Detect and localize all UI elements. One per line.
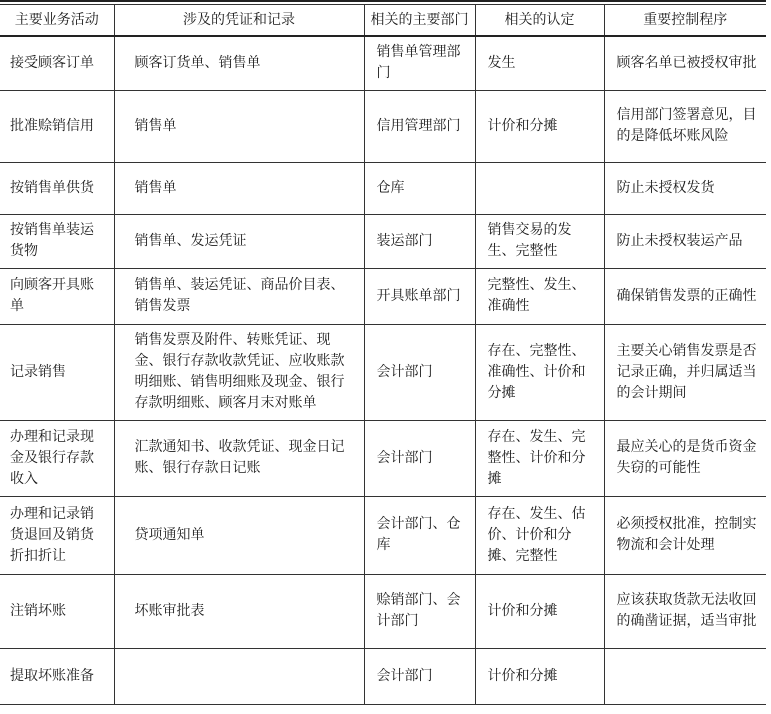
cell-documents [114,648,364,704]
cell-activity: 向顾客开具账单 [0,268,114,324]
cell-assertions: 完整性、发生、准确性 [475,268,604,324]
cell-documents: 贷项通知单 [114,496,364,574]
cell-assertions: 计价和分摊 [475,574,604,648]
top-rule [0,0,766,2]
cell-documents: 销售单 [114,162,364,214]
cell-documents: 顾客订货单、销售单 [114,36,364,90]
cell-assertions: 计价和分摊 [475,90,604,162]
table-row [0,162,766,214]
cell-assertions: 存在、完整性、准确性、计价和分摊 [475,324,604,420]
cell-departments: 信用管理部门 [364,90,475,162]
cell-departments: 会计部门、仓库 [364,496,475,574]
cell-documents: 销售单、装运凭证、商品价目表、销售发票 [114,268,364,324]
cell-departments: 开具账单部门 [364,268,475,324]
header-assertions: 相关的认定 [475,5,604,37]
cell-departments: 会计部门 [364,324,475,420]
cell-controls: 防止未授权发货 [604,162,766,214]
cell-activity: 按销售单装运货物 [0,214,114,268]
table-row [0,324,766,420]
table-row [0,648,766,704]
cell-activity: 记录销售 [0,324,114,420]
cell-activity: 按销售单供货 [0,162,114,214]
cell-activity: 接受顾客订单 [0,36,114,90]
header-departments: 相关的主要部门 [364,5,475,37]
table-row [0,496,766,574]
cell-documents: 汇款通知书、收款凭证、现金日记账、银行存款日记账 [114,420,364,496]
cell-departments: 销售单管理部门 [364,36,475,90]
cell-assertions: 计价和分摊 [475,648,604,704]
table-header-row [0,5,766,37]
cell-departments: 赊销部门、会计部门 [364,574,475,648]
table-row [0,574,766,648]
cell-assertions: 销售交易的发生、完整性 [475,214,604,268]
cell-assertions [475,162,604,214]
cell-controls: 信用部门签署意见，目的是降低坏账风险 [604,90,766,162]
cell-controls [604,648,766,704]
cell-controls: 最应关心的是货币资金失窃的可能性 [604,420,766,496]
table-row [0,36,766,90]
header-controls: 重要控制程序 [604,5,766,37]
header-activity: 主要业务活动 [0,5,114,37]
cell-departments: 装运部门 [364,214,475,268]
cell-activity: 批准赊销信用 [0,90,114,162]
cell-controls: 顾客名单已被授权审批 [604,36,766,90]
cell-departments: 仓库 [364,162,475,214]
cell-controls: 必须授权批准，控制实物流和会计处理 [604,496,766,574]
cell-documents: 销售发票及附件、转账凭证、现金、银行存款收款凭证、应收账款明细账、销售明细账及现金、银行存款明细账、顾客月末对账单 [114,324,364,420]
cell-departments: 会计部门 [364,648,475,704]
table-row [0,268,766,324]
table-row [0,90,766,162]
sales-cycle-control-table [0,4,766,705]
cell-activity: 注销坏账 [0,574,114,648]
table-row [0,214,766,268]
cell-departments: 会计部门 [364,420,475,496]
table-row [0,420,766,496]
cell-assertions: 存在、发生、完整性、计价和分摊 [475,420,604,496]
cell-activity: 办理和记录现金及银行存款收入 [0,420,114,496]
cell-activity: 提取坏账准备 [0,648,114,704]
cell-documents: 销售单、发运凭证 [114,214,364,268]
cell-controls: 主要关心销售发票是否记录正确，并归属适当的会计期间 [604,324,766,420]
cell-controls: 应该获取货款无法收回的确凿证据，适当审批 [604,574,766,648]
cell-controls: 防止未授权装运产品 [604,214,766,268]
cell-documents: 销售单 [114,90,364,162]
cell-documents: 坏账审批表 [114,574,364,648]
cell-controls: 确保销售发票的正确性 [604,268,766,324]
header-documents: 涉及的凭证和记录 [114,5,364,37]
cell-activity: 办理和记录销货退回及销货折扣折让 [0,496,114,574]
cell-assertions: 存在、发生、估价、计价和分摊、完整性 [475,496,604,574]
cell-assertions: 发生 [475,36,604,90]
